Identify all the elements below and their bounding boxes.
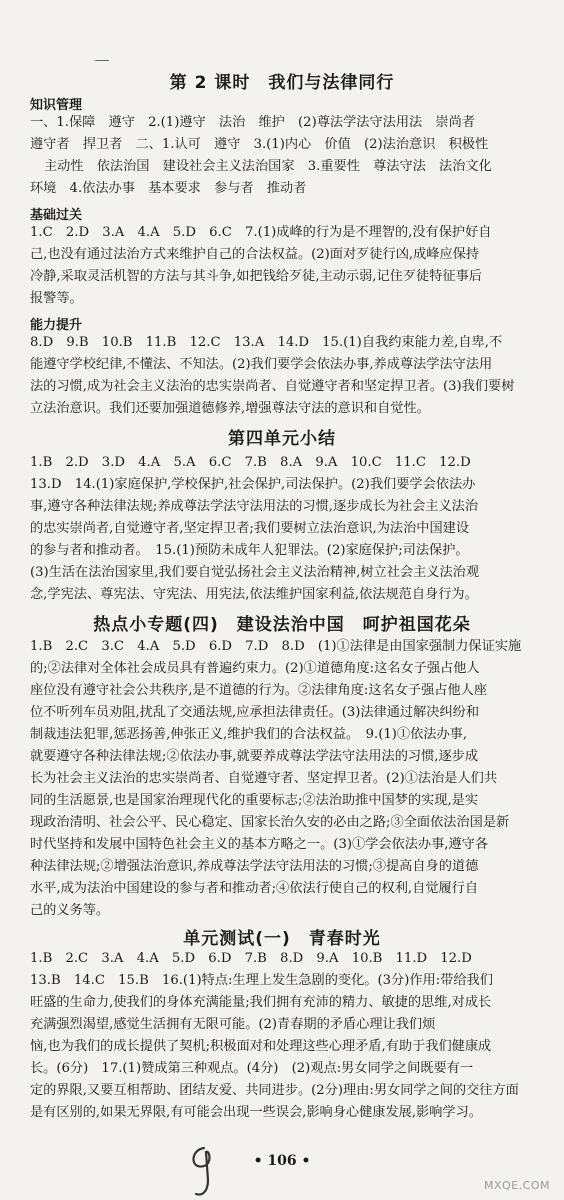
text-line: 13.B 14.C 15.B 16.(1)特点:生理上发生急剧的变化。(3分)作用:带给我们 — [30, 973, 493, 988]
text-line: 8.D 9.B 10.B 11.B 12.C 13.A 14.D 15.(1)自我约束能力差,自卑,不 — [30, 335, 503, 350]
text-line: 1.B 2.C 3.A 4.A 5.D 6.D 7.B 8.D 9.A 10.B 11.D 12.D — [30, 951, 472, 966]
text-line: 位不听列车员劝阻,扰乱了交通法规,应承担法律责任。(3)法律通过解决纠纷和 — [30, 705, 480, 720]
unit-summary-title: 第四单元小结 — [228, 429, 336, 449]
text-line: 现政治清明、社会公平、民心稳定、国家长治久安的必由之路;③全面依法治国是新 — [30, 815, 510, 830]
text-line: 是有区别的,如果无界限,有可能会出现一些误会,影响身心健康发展,影响学习。 — [30, 1105, 482, 1120]
text-line: 立法治意识。我们还要加强道德修养,增强尊法守法的意识和自觉性。 — [30, 401, 430, 416]
text-line: 的;②法律对全体社会成员具有普遍约束力。(2)①道德角度:这名女子强占他人 — [30, 661, 480, 676]
text-line: 己的义务等。 — [30, 903, 110, 918]
text-line: 种法律法规;②增强法治意识,养成尊法学法守法用法的习惯;③提高自身的道德 — [30, 859, 479, 874]
text-line: 长为社会主义法治的忠实崇尚者、自觉遵守者、坚定捍卫者。(2)①法治是人们共 — [30, 771, 498, 786]
text-line: 旺盛的生命力,使我们的身体充满能量;我们拥有充沛的精力、敏捷的思维,对成长 — [30, 995, 492, 1010]
corner-mark — [95, 60, 109, 61]
handwritten-scribble — [182, 1140, 222, 1200]
watermark-text: MXQE.COM — [484, 1179, 550, 1192]
text-line: (3)生活在法治国家里,我们要自觉弘扬社会主义法治精神,树立社会主义法治观 — [30, 565, 480, 580]
text-line: 座位没有遵守社会公共秩序,是不道德的行为。②法律角度:这名女子强占他人座 — [30, 683, 488, 698]
lesson-title: 第 2 课时 我们与法律同行 — [169, 73, 395, 93]
text-line: 1.B 2.C 3.C 4.A 5.D 6.D 7.D 8.D (1)①法律是由国家强制力保证实施 — [30, 639, 522, 654]
section-knowledge: 知识管理 — [30, 98, 83, 113]
text-line: 1.B 2.D 3.D 4.A 5.A 6.C 7.B 8.A 9.A 10.C 11.C 12.D — [30, 455, 471, 470]
text-line: 遵守者 捍卫者 二、1.认可 遵守 3.(1)内心 价值 (2)法治意识 积极性 — [30, 137, 489, 152]
text-line: 冷静,采取灵活机智的方法与其斗争,如把钱给歹徒,主动示弱,记住歹徒特征事后 — [30, 269, 482, 284]
text-line: 的忠实崇尚者,自觉遵守者,坚定捍卫者;我们要树立法治意识,为法治中国建设 — [30, 521, 470, 536]
text-line: 就要遵守各种法律法规;②依法办事,就要养成尊法学法守法用法的习惯,逐步成 — [30, 749, 479, 764]
text-line: 主动性 依法治国 建设社会主义法治国家 3.重要性 尊法守法 法治文化 — [44, 159, 492, 174]
text-line: 1.C 2.D 3.A 4.A 5.D 6.C 7.(1)成峰的行为是不理智的,没有保护好自 — [30, 225, 492, 240]
section-ability: 能力提升 — [30, 318, 83, 333]
text-line: 法的习惯,成为社会主义法治的忠实崇尚者、自觉遵守者和坚定捍卫者。(3)我们要树 — [30, 379, 515, 394]
text-line: 能遵守学校纪律,不懂法、不知法。(2)我们要学会依法办事,养成尊法学法守法用 — [30, 357, 493, 372]
text-line: 长。(6分) 17.(1)赞成第三种观点。(4分) (2)观点:男女同学之间既要有一 — [30, 1061, 474, 1076]
text-line: 的参与者和推动者。 15.(1)预防未成年人犯罪法。(2)家庭保护;司法保护。 — [30, 543, 469, 558]
text-line: 事,遵守各种法律法规;养成尊法学法守法用法的习惯,逐步成长为社会主义法治 — [30, 499, 479, 514]
page-number: • 106 • — [253, 1153, 311, 1169]
site-watermark — [430, 1148, 558, 1196]
section-basic: 基础过关 — [30, 208, 83, 223]
text-line: 13.D 14.(1)家庭保护,学校保护,社会保护,司法保护。(2)我们要学会依法办 — [30, 477, 476, 492]
text-line: 恼,也为我们的成长提供了契机;积极面对和处理这些心理矛盾,有助于我们健康成 — [30, 1039, 492, 1054]
text-line: 时代坚持和发展中国特色社会主义的基本方略之一。(3)①学会依法办事,遵守各 — [30, 837, 489, 852]
text-line: 同的生活愿景,也是国家治理现代化的重要标志;②法治助推中国梦的实现,是实 — [30, 793, 479, 808]
text-line: 念,学宪法、尊宪法、守宪法、用宪法,依法维护国家利益,依法规范自身行为。 — [30, 587, 478, 602]
text-line: 定的界限,又要互相帮助、团结友爱、共同进步。(2分)理由:男女同学之间的交往方面 — [30, 1083, 519, 1098]
text-line: 一、1.保障 遵守 2.(1)遵守 法治 维护 (2)尊法学法守法用法 崇尚者 — [30, 115, 475, 130]
text-line: 环境 4.依法办事 基本要求 参与者 推动者 — [30, 181, 307, 196]
unit-test-title: 单元测试(一) 青春时光 — [183, 929, 381, 949]
text-line: 水平,成为法治中国建设的参与者和推动者;④依法行使自己的权利,自觉履行自 — [30, 881, 479, 896]
text-line: 己,也没有通过法治方式来维护自己的合法权益。(2)面对歹徒行凶,成峰应保持 — [30, 247, 480, 262]
text-line: 报警等。 — [30, 291, 83, 306]
text-line: 充满强烈渴望,感觉生活拥有无限可能。(2)青春期的矛盾心理让我们烦 — [30, 1017, 436, 1032]
hot-topic-title: 热点小专题(四) 建设法治中国 呵护祖国花朵 — [93, 615, 471, 635]
text-line: 制裁违法犯罪,惩恶扬善,伸张正义,维护我们的合法权益。 9.(1)①依法办事, — [30, 727, 468, 742]
